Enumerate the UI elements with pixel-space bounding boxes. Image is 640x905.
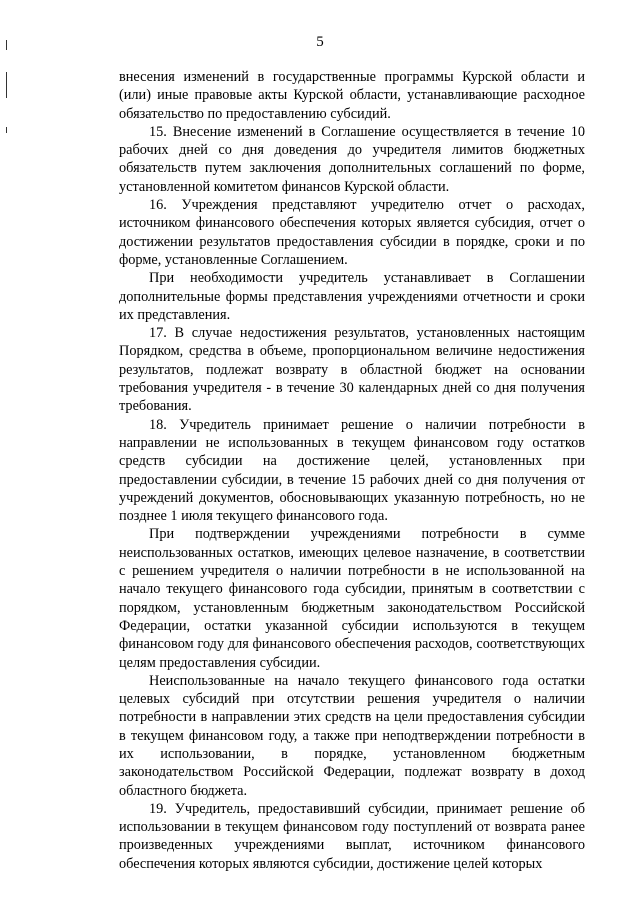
scan-margin-mark (6, 72, 7, 98)
scan-margin-mark (6, 127, 7, 133)
paragraph-18-unused-balances: Неиспользованные на начало текущего финансового года остатки целевых субсидий при отсутствии решения учредителя о наличии потребности в направлении этих средств на цели предоставления субсидии в текущем финансовом году, а также при неподтверждении потребности в их использовании, в порядке, установленном бюджетным законодательством Российской Федерации, подлежат возврату в доход областного бюджета. (119, 672, 585, 799)
paragraph-continuation: внесения изменений в государственные программы Курской области и (или) иные правовые акты Курской области, устанавливающие расходное обязательство по предоставлению субсидий. (119, 69, 585, 122)
paragraph-16-addendum: При необходимости учредитель устанавливает в Соглашении дополнительные формы представления учреждениями отчетности и сроки их представления. (119, 270, 585, 323)
paragraph-18: 18. Учредитель принимает решение о наличии потребности в направлении не использованных в текущем финансовом году остатков средств субсидии на достижение целей, установленных при предоставлении субсидии, в течение 15 рабочих дней со дня получения от учреждений документов, обосновывающих указанную потребность, но не позднее 1 июля текущего финансового года. (119, 416, 585, 525)
paragraph-18-confirmation: При подтверждении учреждениями потребности в сумме неиспользованных остатков, имеющих целевое назначение, в соответствии с решением учредителя о наличии потребности в не использованной на начало текущего финансового года субсидии, принятым в соответствии с порядком, установленным бюджетным законодательством Российской Федерации, остатки указанной субсидии используются в текущем финансовом году для финансового обеспечения расходов, соответствующих целям предоставления субсидии. (119, 526, 585, 671)
document-body (119, 68, 585, 873)
paragraph-16: 16. Учреждения представляют учредителю отчет о расходах, источником финансового обеспечения которых является субсидия, отчет о достижении результатов предоставления субсидии в порядке, сроки и по форме, установленные Соглашением. (119, 197, 585, 268)
paragraph-17: 17. В случае недостижения результатов, установленных настоящим Порядком, средства в объеме, пропорциональном величине недостижения результатов, подлежат возврату в областной бюджет на основании требования учредителя - в течение 30 календарных дней со дня получения требования. (119, 325, 585, 415)
paragraph-19: 19. Учредитель, предоставивший субсидии, принимает решение об использовании в текущем финансовом году поступлений от возврата ранее произведенных учреждениями выплат, источником финансового обеспечения которых являются субсидии, достижение целей которых (119, 800, 585, 872)
paragraph-15: 15. Внесение изменений в Соглашение осуществляется в течение 10 рабочих дней со дня доведения до учредителя лимитов бюджетных обязательств путем заключения дополнительных соглашений по форме, установленной комитетом финансов Курской области. (119, 123, 585, 195)
page-number: 5 (316, 34, 324, 50)
